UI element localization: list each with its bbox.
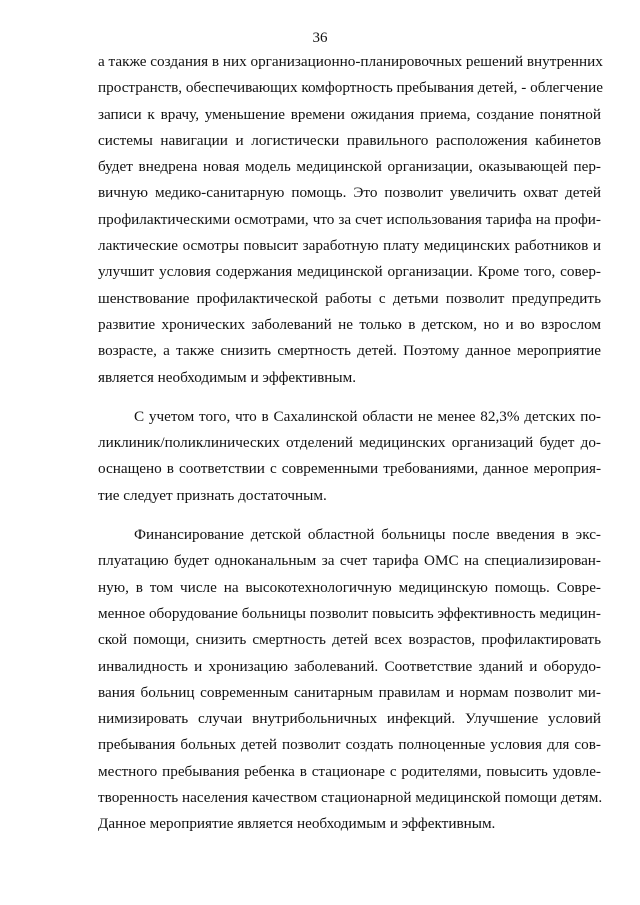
- text-line: инвалидность и хронизацию заболеваний. Соответствие зданий и оборудо-: [98, 657, 601, 675]
- paragraph-spacer: [98, 509, 601, 522]
- text-line: улучшит условия содержания медицинской организации. Кроме того, совер-: [98, 263, 601, 281]
- document-body: [98, 49, 601, 838]
- paragraph-1: [98, 49, 601, 391]
- text-line: является необходимым и эффективным.: [98, 368, 357, 386]
- text-line: будет внедрена новая модель медицинской организации, оказывающей пер-: [98, 158, 601, 176]
- text-line: пространств, обеспечивающих комфортность пребывания детей, - облегчение: [98, 79, 603, 97]
- text-line: шенствование профилактической работы с детьми позволит предупредить: [98, 289, 601, 307]
- text-line: пребывания больных детей позволит создать полноценные условия для сов-: [98, 736, 601, 754]
- paragraph-spacer: [98, 391, 601, 404]
- text-line: оснащено в соответствии с современными требованиями, данное мероприя-: [98, 460, 601, 478]
- text-line: творенность населения качеством стационарной медицинской помощи детям.: [98, 789, 603, 807]
- text-line: местного пребывания ребенка в стационаре с родителями, повысить удовле-: [98, 762, 601, 780]
- text-line: лактические осмотры повысит заработную плату медицинских работников и: [98, 237, 601, 255]
- text-line: а также создания в них организационно-планировочных решений внутренних: [98, 53, 603, 70]
- paragraph-3: [98, 522, 601, 838]
- text-line: Данное мероприятие является необходимым и эффективным.: [98, 815, 496, 833]
- text-line: системы навигации и логистически правильного расположения кабинетов: [98, 131, 601, 149]
- text-line: вания больниц современным санитарным правилам и нормам позволит ми-: [98, 683, 601, 701]
- text-line: ликлиник/поликлинических отделений медицинских организаций будет до-: [98, 434, 601, 452]
- text-line: записи к врачу, уменьшение времени ожидания приема, создание понятной: [98, 105, 601, 123]
- paragraph-2: [98, 404, 601, 509]
- text-line: нимизировать случаи внутрибольничных инфекций. Улучшение условий: [98, 710, 601, 728]
- text-line: плуатацию будет одноканальным за счет тарифа ОМС на специализирован-: [98, 552, 601, 570]
- text-line: вичную медико-санитарную помощь. Это позволит увеличить охват детей: [98, 184, 601, 202]
- text-line: развитие хронических заболеваний не только в детском, но и во взрослом: [98, 315, 601, 333]
- text-line: ную, в том числе на высокотехнологичную медицинскую помощь. Совре-: [98, 578, 601, 596]
- text-line: возрасте, а также снизить смертность детей. Поэтому данное мероприятие: [98, 342, 601, 360]
- text-line: С учетом того, что в Сахалинской области не менее 82,3% детских по-: [134, 407, 601, 425]
- text-line: менное оборудование больницы позволит повысить эффективность медицин-: [98, 604, 601, 622]
- text-line: Финансирование детской областной больницы после введения в экс-: [134, 526, 601, 544]
- text-line: ской помощи, снизить смертность детей всех возрастов, профилактировать: [98, 631, 601, 649]
- text-line: тие следует признать достаточным.: [98, 486, 327, 504]
- text-line: профилактическими осмотрами, что за счет использования тарифа на профи-: [98, 210, 601, 228]
- page-number: 36: [312, 30, 328, 46]
